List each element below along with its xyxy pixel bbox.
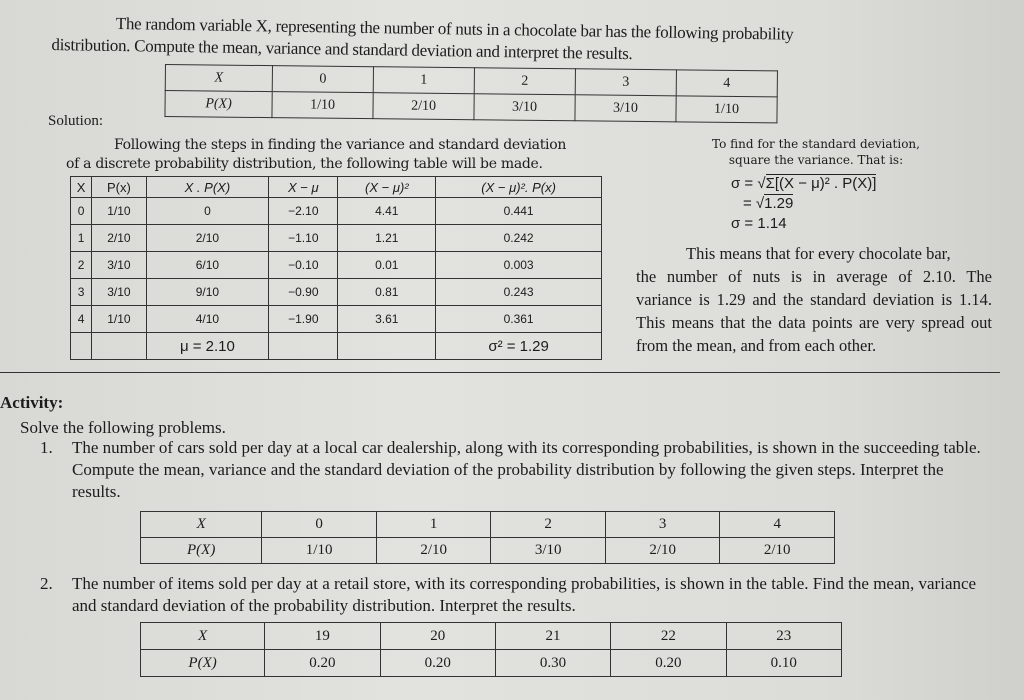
table-cell: X <box>165 65 272 92</box>
table-cell: 3/10 <box>92 252 146 279</box>
table-cell: 3 <box>71 279 92 306</box>
table-cell: 2 <box>71 252 92 279</box>
table-cell: X <box>141 512 262 538</box>
table-cell: 0.30 <box>495 650 610 677</box>
problem-2 <box>40 573 990 617</box>
table-cell: 1/10 <box>262 538 377 564</box>
table-cell: −1.90 <box>269 306 338 333</box>
table-cell: 1/10 <box>272 92 373 119</box>
table-cell: 1/10 <box>92 306 146 333</box>
table-row <box>71 279 602 306</box>
sd-heading-line-1: To find for the standard deviation, <box>712 137 920 151</box>
table-cell: 2/10 <box>92 225 146 252</box>
table-row <box>141 538 835 564</box>
table-cell: 3/10 <box>92 279 146 306</box>
table-cell: 0.10 <box>726 650 841 677</box>
table-cell: 1 <box>71 225 92 252</box>
table-cell: μ = 2.10 <box>146 333 269 360</box>
table-row <box>71 252 602 279</box>
table-cell: 21 <box>495 623 610 650</box>
intro-line-1: The random variable X, representing the number of nuts in a chocolate bar has the following probability <box>115 14 794 44</box>
table-cell: 20 <box>380 623 495 650</box>
table-cell: 1.21 <box>338 225 436 252</box>
formula-result: σ = 1.14 <box>731 215 787 232</box>
column-header: P(x) <box>92 177 146 198</box>
sd-formula <box>731 174 992 234</box>
table-cell: 0 <box>146 198 269 225</box>
table-cell: 23 <box>726 623 841 650</box>
formula-line-1 <box>731 174 992 194</box>
table-cell: −0.90 <box>269 279 338 306</box>
table-cell: 2/10 <box>376 538 491 564</box>
table-cell: P(X) <box>141 538 262 564</box>
formula-radicand: 1.29 <box>764 195 794 212</box>
table-cell: 0.243 <box>436 279 602 306</box>
table-cell: 0 <box>272 66 373 93</box>
table-cell: 2/10 <box>373 93 474 120</box>
table-row <box>71 225 602 252</box>
intro-line-2: distribution. Compute the mean, variance and standard deviation and interpret the results. <box>51 34 633 64</box>
table-cell: 6/10 <box>146 252 269 279</box>
table-cell: 1 <box>373 67 474 94</box>
table-cell: 0 <box>262 512 377 538</box>
table-cell: 3/10 <box>575 95 676 122</box>
problem-2-table <box>140 622 842 677</box>
table-cell: 4 <box>676 70 777 97</box>
table-row <box>141 650 842 677</box>
table-cell: 4 <box>71 306 92 333</box>
table-cell: 22 <box>611 623 726 650</box>
table-cell: 2/10 <box>146 225 269 252</box>
table-cell: 4 <box>720 512 835 538</box>
solution-computation-table <box>70 176 602 360</box>
interpretation <box>636 242 992 357</box>
formula-line-2 <box>731 194 992 214</box>
sd-heading-line-2: square the variance. That is: <box>728 153 904 167</box>
solution-intro <box>66 136 636 174</box>
solution-intro-line-2: of a discrete probability distribution, the following table will be made. <box>66 156 543 172</box>
table-cell: 2/10 <box>605 538 720 564</box>
formula-radicand: Σ[(X − μ)² . P(X)] <box>765 175 877 192</box>
problem-number: 1. <box>40 438 53 457</box>
section-divider <box>0 372 1000 373</box>
table-cell: 2 <box>491 512 606 538</box>
problem-text: The number of items sold per day at a retail store, with its corresponding probabilities, is shown in the table. Find the mean, variance and standard deviation of the probability distribution. Interpret the results. <box>72 574 977 615</box>
table-cell: 0.003 <box>436 252 602 279</box>
table-cell: 1/10 <box>92 198 146 225</box>
example-problem-text <box>51 12 952 70</box>
example-distribution-table <box>164 64 778 123</box>
table-cell: 1 <box>376 512 491 538</box>
table-cell: 3.61 <box>338 306 436 333</box>
activity-instruction: Solve the following problems. <box>20 418 226 437</box>
table-cell: 0.81 <box>338 279 436 306</box>
column-header: X . P(X) <box>146 177 269 198</box>
table-row <box>71 306 602 333</box>
table-cell: 1/10 <box>676 96 777 123</box>
table-cell: −0.10 <box>269 252 338 279</box>
table-cell: 0.20 <box>611 650 726 677</box>
table-cell <box>269 333 338 360</box>
table-cell <box>71 333 92 360</box>
problem-1 <box>40 437 990 503</box>
table-cell: 3 <box>575 69 676 96</box>
table-cell: 2 <box>474 68 575 95</box>
column-header: (X − μ)² <box>338 177 436 198</box>
table-row <box>165 91 777 123</box>
table-cell: 0.441 <box>436 198 602 225</box>
interpretation-rest: the number of nuts is in average of 2.10. The variance is 1.29 and the standard deviation is 1.14. This means that the data points are very spread out from the mean, and from each other. <box>636 267 992 355</box>
table-cell: σ² = 1.29 <box>436 333 602 360</box>
formula-prefix: = √ <box>743 195 765 212</box>
table-cell: 0 <box>71 198 92 225</box>
interpretation-line-1: This means that for every chocolate bar, <box>686 244 951 263</box>
table-cell: 3 <box>605 512 720 538</box>
problem-number: 2. <box>40 574 53 593</box>
table-cell: P(X) <box>165 91 272 118</box>
table-cell: 4/10 <box>146 306 269 333</box>
table-cell: 0.20 <box>265 650 380 677</box>
table-cell: 2/10 <box>720 538 835 564</box>
table-row <box>141 623 842 650</box>
sd-heading <box>656 136 976 168</box>
solution-intro-line-1: Following the steps in finding the variance and standard deviation <box>114 137 567 153</box>
table-cell <box>92 333 146 360</box>
column-header: (X − μ)². P(x) <box>436 177 602 198</box>
table-row <box>71 333 602 360</box>
table-cell: 9/10 <box>146 279 269 306</box>
table-cell: −1.10 <box>269 225 338 252</box>
formula-prefix: σ = √ <box>731 175 766 192</box>
solution-label: Solution: <box>48 113 104 129</box>
table-row <box>71 198 602 225</box>
table-cell: 4.41 <box>338 198 436 225</box>
table-cell: 0.361 <box>436 306 602 333</box>
table-cell: 0.01 <box>338 252 436 279</box>
problem-1-table <box>140 511 835 564</box>
table-row <box>141 512 835 538</box>
column-header: X <box>71 177 92 198</box>
table-cell: 3/10 <box>491 538 606 564</box>
standard-deviation-explanation <box>636 136 992 357</box>
table-cell: P(X) <box>141 650 265 677</box>
table-cell <box>338 333 436 360</box>
table-cell: 0.20 <box>380 650 495 677</box>
table-cell: X <box>141 623 265 650</box>
table-cell: 3/10 <box>474 94 575 121</box>
column-header: X − μ <box>269 177 338 198</box>
activity-title: Activity: <box>0 393 64 412</box>
table-cell: −2.10 <box>269 198 338 225</box>
table-header-row <box>71 177 602 198</box>
problem-text: The number of cars sold per day at a local car dealership, along with its corresponding probabilities, is shown in the succeeding table. Compute the mean, variance and the standard deviation of the probability distribution by following the given steps. Interpret the results. <box>72 438 981 501</box>
table-cell: 0.242 <box>436 225 602 252</box>
table-cell: 19 <box>265 623 380 650</box>
